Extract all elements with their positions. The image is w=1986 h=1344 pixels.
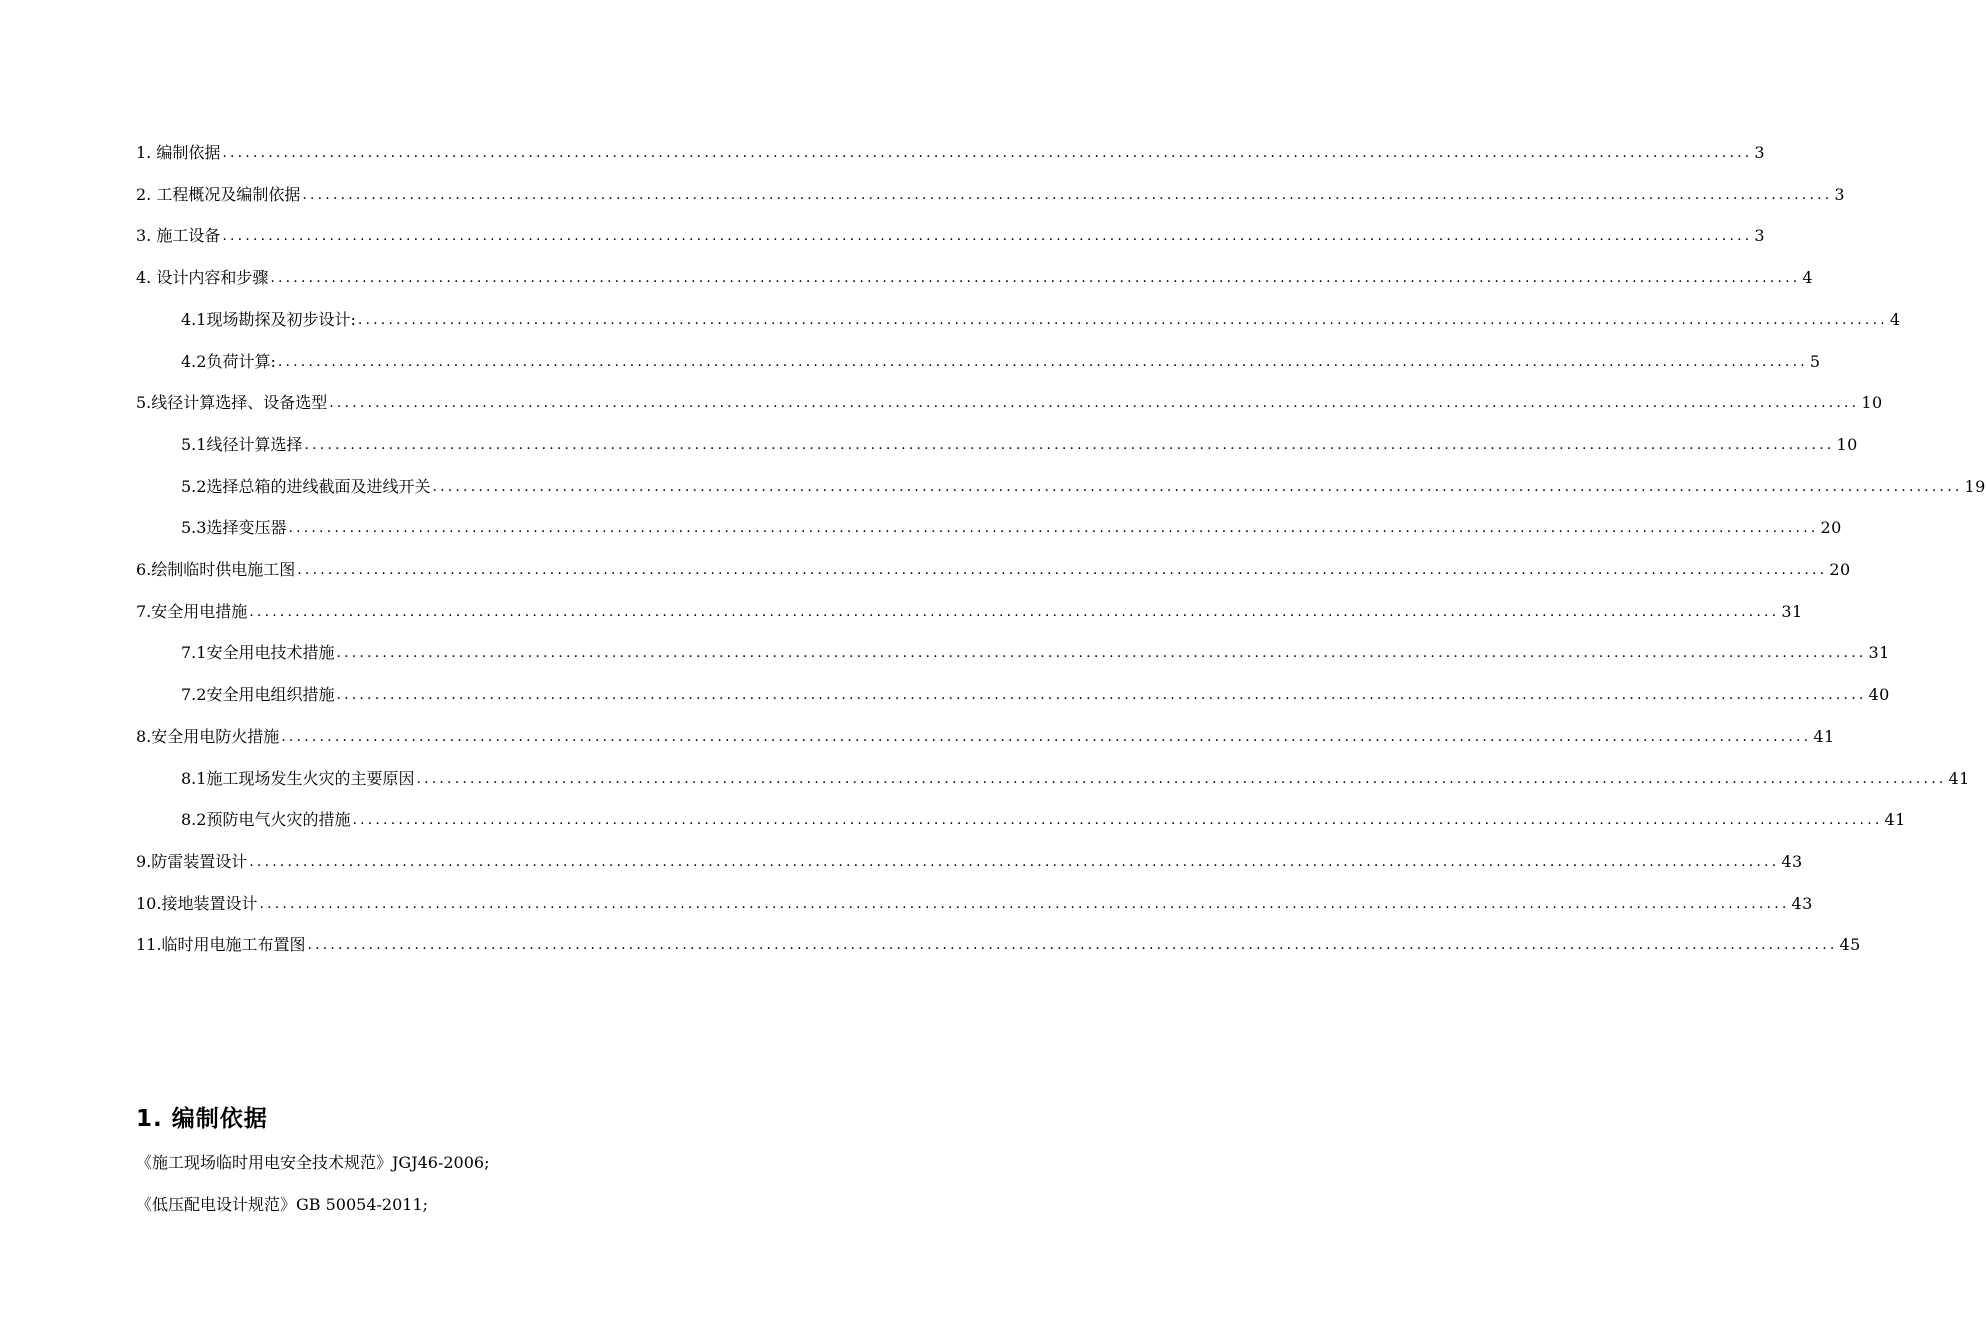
toc-entry[interactable] xyxy=(136,389,1883,417)
toc-entry-page: 3 xyxy=(1754,143,1766,162)
toc-entry-page: 5 xyxy=(1809,352,1821,371)
toc-entry-page: 31 xyxy=(1868,643,1890,662)
toc-entry[interactable] xyxy=(181,639,1890,667)
toc-entry[interactable] xyxy=(181,681,1890,709)
toc-entry-label: 5.线径计算选择、设备选型 xyxy=(136,393,328,412)
toc-entry-page: 31 xyxy=(1781,602,1803,621)
toc-entry[interactable] xyxy=(136,598,1803,626)
toc-entry-label: 2. 工程概况及编制依据 xyxy=(136,185,301,204)
reference-line-2: 《低压配电设计规范》GB 50054-2011; xyxy=(136,1195,429,1214)
toc-entry[interactable] xyxy=(181,473,1986,501)
toc-entry-label: 4.1现场勘探及初步设计: xyxy=(181,310,356,329)
toc-entry-page: 43 xyxy=(1791,894,1813,913)
toc-leader-dots: ........................................................................................................................................................................................................ xyxy=(357,312,1888,328)
toc-entry-page: 3 xyxy=(1754,226,1766,245)
toc-entry-label: 8.2预防电气火灾的措施 xyxy=(181,810,351,829)
toc-leader-dots: ........................................................................................................................................................................................................ xyxy=(222,228,1753,244)
toc-leader-dots: ........................................................................................................................................................................................................ xyxy=(288,520,1819,536)
toc-entry-page: 20 xyxy=(1820,518,1842,537)
toc-entry[interactable] xyxy=(181,348,1821,376)
toc-entry-label: 7.安全用电措施 xyxy=(136,602,248,621)
toc-entry[interactable] xyxy=(181,514,1842,542)
toc-leader-dots: ........................................................................................................................................................................................................ xyxy=(259,896,1790,912)
toc-entry-label: 6.绘制临时供电施工图 xyxy=(136,560,296,579)
toc-entry[interactable] xyxy=(136,264,1814,292)
toc-leader-dots: ........................................................................................................................................................................................................ xyxy=(277,354,1808,370)
toc-entry-page: 40 xyxy=(1868,685,1890,704)
toc-entry-label: 9.防雷装置设计 xyxy=(136,852,248,871)
toc-entry[interactable] xyxy=(136,139,1766,167)
toc-entry[interactable] xyxy=(136,890,1813,918)
toc-entry-page: 43 xyxy=(1781,852,1803,871)
reference-line-1: 《施工现场临时用电安全技术规范》JGJ46-2006; xyxy=(136,1153,490,1172)
toc-leader-dots: ........................................................................................................................................................................................................ xyxy=(352,812,1883,828)
toc-entry-label: 3. 施工设备 xyxy=(136,226,221,245)
toc-leader-dots: ........................................................................................................................................................................................................ xyxy=(302,187,1833,203)
section-heading: 1. 编制依据 xyxy=(136,1106,268,1132)
toc-entry[interactable] xyxy=(181,806,1906,834)
toc-entry-page: 19 xyxy=(1964,477,1986,496)
toc-leader-dots: ........................................................................................................................................................................................................ xyxy=(249,604,1780,620)
toc-entry[interactable] xyxy=(181,306,1901,334)
toc-entry[interactable] xyxy=(136,723,1835,751)
toc-entry-label: 4.2负荷计算: xyxy=(181,352,276,371)
toc-leader-dots: ........................................................................................................................................................................................................ xyxy=(249,854,1780,870)
toc-entry-label: 8.1施工现场发生火灾的主要原因 xyxy=(181,769,415,788)
toc-entry-label: 7.2安全用电组织措施 xyxy=(181,685,335,704)
toc-entry-page: 41 xyxy=(1813,727,1835,746)
toc-leader-dots: ........................................................................................................................................................................................................ xyxy=(307,937,1838,953)
toc-entry-label: 11.临时用电施工布置图 xyxy=(136,935,306,954)
toc-entry[interactable] xyxy=(136,931,1861,959)
toc-entry-label: 7.1安全用电技术措施 xyxy=(181,643,335,662)
toc-entry-page: 4 xyxy=(1802,268,1814,287)
toc-entry-page: 45 xyxy=(1839,935,1861,954)
toc-leader-dots: ........................................................................................................................................................................................................ xyxy=(304,437,1835,453)
toc-entry-label: 8.安全用电防火措施 xyxy=(136,727,280,746)
toc-entry-page: 4 xyxy=(1889,310,1901,329)
toc-leader-dots: ........................................................................................................................................................................................................ xyxy=(336,645,1867,661)
toc-leader-dots: ........................................................................................................................................................................................................ xyxy=(297,562,1828,578)
toc-entry-page: 3 xyxy=(1834,185,1846,204)
toc-leader-dots: ........................................................................................................................................................................................................ xyxy=(416,771,1947,787)
toc-leader-dots: ........................................................................................................................................................................................................ xyxy=(432,479,1963,495)
toc-entry[interactable] xyxy=(181,765,1970,793)
toc-entry-page: 10 xyxy=(1836,435,1858,454)
toc-entry-label: 1. 编制依据 xyxy=(136,143,221,162)
toc-entry-label: 10.接地装置设计 xyxy=(136,894,258,913)
toc-entry-label: 5.1线径计算选择 xyxy=(181,435,303,454)
toc-entry-page: 41 xyxy=(1948,769,1970,788)
toc-entry-label: 5.3选择变压器 xyxy=(181,518,287,537)
toc-leader-dots: ........................................................................................................................................................................................................ xyxy=(270,270,1801,286)
toc-entry-page: 41 xyxy=(1884,810,1906,829)
toc-entry-label: 4. 设计内容和步骤 xyxy=(136,268,269,287)
toc-leader-dots: ........................................................................................................................................................................................................ xyxy=(281,729,1812,745)
toc-entry-page: 20 xyxy=(1829,560,1851,579)
toc-entry[interactable] xyxy=(136,222,1766,250)
toc-entry[interactable] xyxy=(181,431,1858,459)
toc-entry-page: 10 xyxy=(1861,393,1883,412)
toc-leader-dots: ........................................................................................................................................................................................................ xyxy=(329,395,1860,411)
toc-entry-label: 5.2选择总箱的进线截面及进线开关 xyxy=(181,477,431,496)
toc-entry[interactable] xyxy=(136,181,1846,209)
toc-entry[interactable] xyxy=(136,556,1851,584)
toc-leader-dots: ........................................................................................................................................................................................................ xyxy=(222,145,1753,161)
toc-leader-dots: ........................................................................................................................................................................................................ xyxy=(336,687,1867,703)
toc-entry[interactable] xyxy=(136,848,1803,876)
